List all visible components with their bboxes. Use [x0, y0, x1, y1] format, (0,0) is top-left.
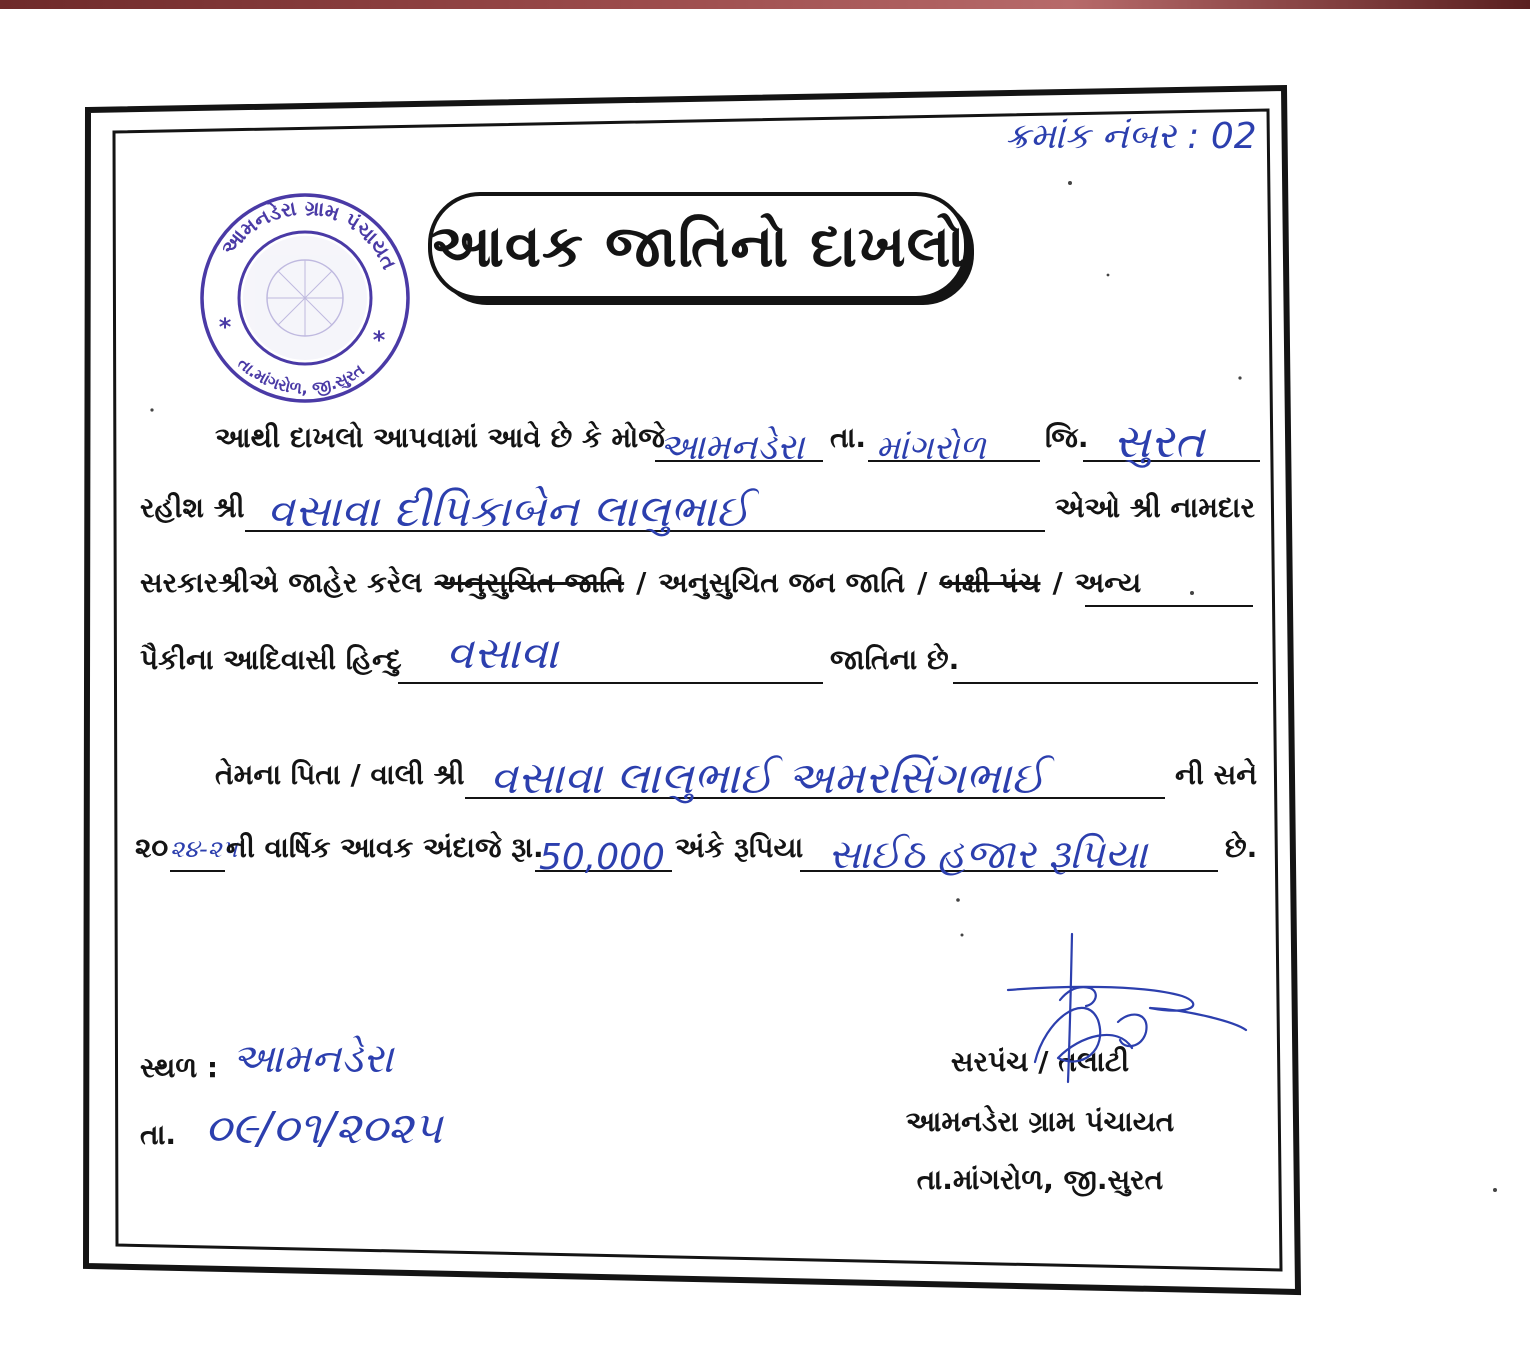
caste-value: વસાવા: [446, 628, 559, 680]
district-label: જિ.: [1045, 421, 1089, 454]
category-line: [140, 563, 1141, 603]
seal-top-text-path: આમનડેરા ગ્રામ પંચાયત: [216, 195, 402, 273]
category-separator: /: [917, 566, 928, 599]
signatory-address: તા.માંગરોળ, જી.સુરત: [916, 1163, 1164, 1196]
taluka-label: તા.: [830, 421, 867, 454]
line1-text: આથી દાખલો આપવામાં આવે છે કે મોજે: [215, 421, 665, 454]
district-value: સુરત: [1113, 414, 1205, 469]
village-value: આમનડેરા: [659, 426, 805, 468]
signatory-title: સરપંચ / તલાટી: [950, 1045, 1130, 1078]
amount-words-value: સાઈઠ હજાર રૂપિયા: [828, 832, 1148, 878]
amount-words-label: અંકે રૂપિયા: [675, 831, 804, 864]
place-label: સ્થળ :: [140, 1051, 219, 1084]
guardian-label: તેમના પિતા / વાલી શ્રી: [215, 758, 465, 791]
category-obc: બક્ષી પંચ: [939, 566, 1041, 599]
serial-number: ક્રમાંક નંબર : 02: [1005, 116, 1257, 157]
seal-emblem-icon: [243, 236, 367, 360]
line4-suffix: જાતિના છે.: [830, 643, 960, 676]
line4-text: પૈકીના આદિવાસી હિન્દુ: [140, 643, 402, 676]
year-value: ૨૪-૨૫: [170, 835, 238, 864]
income-amount-field: [535, 828, 672, 878]
seal-star-left-icon: *: [218, 313, 232, 341]
date-value: ૦૯/૦૧/૨૦૨૫: [205, 1103, 443, 1154]
category-other-field: [1085, 563, 1253, 607]
line4-trailing-field: [953, 640, 1258, 684]
signatory-office: આમનડેરા ગ્રામ પંચાયત: [905, 1105, 1175, 1138]
seal-bottom-text-path: તા.માંગરોળ, જી.સુરત: [234, 353, 368, 398]
line6-text: ની વાર્ષિક આવક અંદાજે રૂા.: [226, 831, 544, 864]
line6-suffix: છે.: [1225, 831, 1258, 864]
line5-suffix: ની સને: [1175, 758, 1258, 791]
year-prefix: ૨૦: [135, 831, 169, 864]
date-label: તા.: [140, 1118, 177, 1151]
taluka-value: માંગરોળ: [876, 427, 986, 468]
category-separator: /: [636, 566, 647, 599]
resident-name-value: વસાવા દીપિકાબેન લાલુભાઈ: [267, 486, 750, 538]
village-field: [655, 418, 823, 468]
amount-words-field: [800, 828, 1218, 878]
document-title: આવક જાતિનો દાખલો: [430, 211, 966, 280]
guardian-name-value: વસાવા લાલુભાઈ અમરસિંગભાઈ: [490, 753, 1046, 805]
line3-text: સરકારશ્રીએ જાહેર કરેલ: [140, 566, 423, 599]
income-amount-value: 50,000: [539, 836, 665, 878]
taluka-field: [868, 418, 1040, 468]
district-field: [1083, 414, 1260, 469]
category-separator: /: [1052, 566, 1063, 599]
seal-star-right-icon: *: [372, 326, 386, 354]
resident-label: રહીશ શ્રી: [140, 491, 245, 524]
year-field: [170, 828, 238, 872]
category-st: અનુસુચિત જન જાતિ: [658, 566, 906, 599]
line2-suffix: એઓ શ્રી નામદાર: [1055, 491, 1255, 524]
guardian-name-field: [465, 753, 1165, 805]
caste-field: [398, 628, 823, 684]
category-sc: અનુસુચિત જાતિ: [434, 566, 625, 599]
resident-name-field: [245, 486, 1045, 538]
panchayat-seal: [195, 185, 420, 415]
category-other: અન્ય: [1074, 566, 1142, 599]
place-value: આમનડેરા: [232, 1036, 394, 1082]
title-banner: [428, 192, 968, 300]
